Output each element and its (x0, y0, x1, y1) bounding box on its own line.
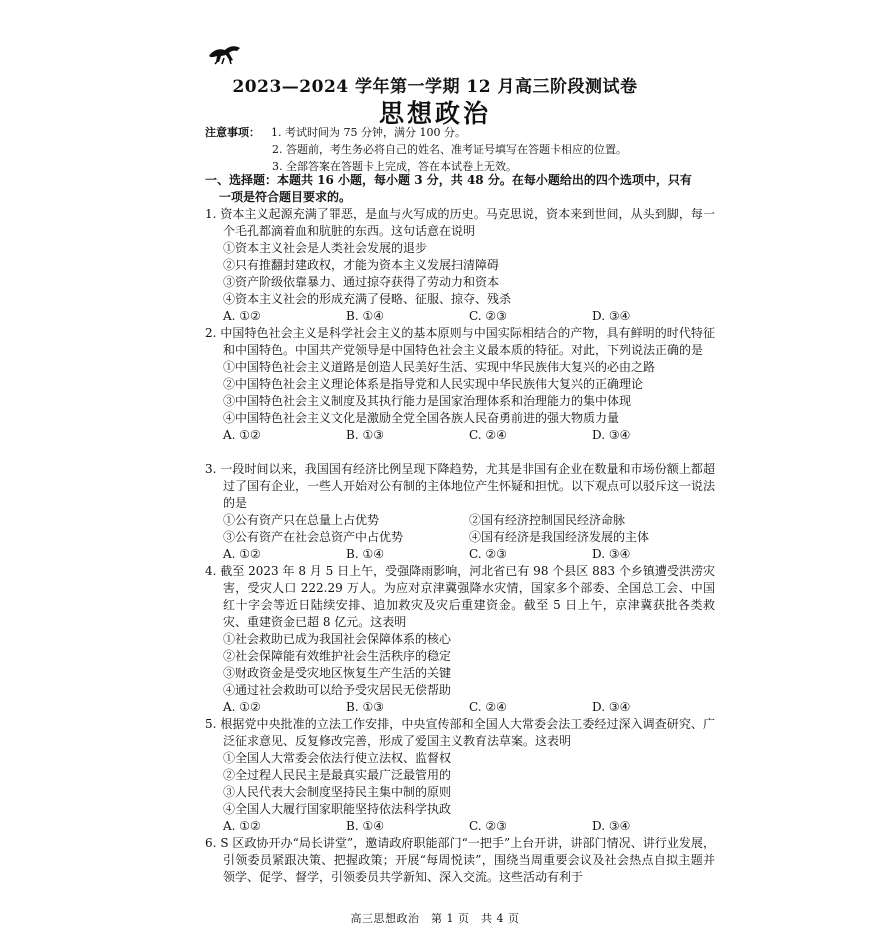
answer-choices (205, 699, 715, 716)
statement-option: ④资本主义社会的形成充满了侵略、征服、掠夺、残杀 (223, 292, 512, 306)
notes-item: 1. 考试时间为 75 分钟，满分 100 分。 (271, 126, 466, 139)
choice-a: A. ①② (223, 428, 261, 442)
exam-notes (205, 124, 627, 175)
statement-row (205, 529, 715, 546)
statement-option: ②国有经济控制国民经济命脉 (469, 513, 626, 527)
choice-b: B. ①④ (346, 547, 384, 561)
exam-title: 2023—2024 学年第一学期 12 月高三阶段测试卷 (232, 77, 638, 97)
question-stem: 3. 一段时间以来，我国国有经济比例呈现下降趋势，尤其是非国有企业在数量和市场份额上都超过了国有企业，一些人开始对公有制的主体地位产生怀疑和担忧。以下观点可以驳斥这一说法的是 (205, 462, 716, 510)
notes-label: 注意事项： (205, 126, 260, 139)
choice-b: B. ①④ (346, 819, 384, 833)
statement-option: ②社会保障能有效维护社会生活秩序的稳定 (223, 649, 452, 663)
statement-option: ②全过程人民民主是最真实最广泛最管用的 (223, 768, 452, 782)
answer-choices (205, 546, 715, 563)
question-stem: 5. 根据党中央批准的立法工作安排，中央宣传部和全国人大常委会法工委经过深入调查研究、广泛征求意见、反复修改完善，形成了爱国主义教育法草案。这表明 (205, 717, 715, 748)
statement-option: ①公有资产只在总量上占优势 (223, 513, 380, 527)
notes-item: 3. 全部答案在答题卡上完成，答在本试卷上无效。 (272, 160, 517, 173)
choice-d: D. ③④ (592, 428, 631, 442)
choice-c: C. ②④ (469, 428, 507, 442)
section-line: 一、选择题：本题共 16 小题，每小题 3 分，共 48 分。在每小题给出的四个选项中，只有 (205, 173, 692, 187)
question-1 (205, 206, 715, 325)
statement-option: ③资产阶级依靠暴力、通过掠夺获得了劳动力和资本 (223, 275, 500, 289)
section-heading (205, 172, 710, 206)
question-4 (205, 563, 715, 716)
choice-a: A. ①② (223, 819, 261, 833)
answer-choices (205, 308, 715, 325)
choice-c: C. ②③ (469, 819, 507, 833)
statement-option: ①资本主义社会是人类社会发展的退步 (223, 241, 428, 255)
question-stem: 1. 资本主义起源充满了罪恶，是血与火写成的历史。马克思说，资本来到世间，从头到脚，每一个毛孔都滴着血和肮脏的东西。这句话意在说明 (205, 207, 715, 238)
statement-option: ②中国特色社会主义理论体系是指导党和人民实现中华民族伟大复兴的正确理论 (223, 377, 644, 391)
question-3 (205, 461, 715, 563)
statement-option: ④国有经济是我国经济发展的主体 (469, 530, 650, 544)
statement-option: ③中国特色社会主义制度及其执行能力是国家治理体系和治理能力的集中体现 (223, 394, 632, 408)
choice-b: B. ①③ (346, 700, 384, 714)
notes-item: 2. 答题前，考生务必将自己的姓名、准考证号填写在答题卡相应的位置。 (272, 143, 627, 156)
publisher-logo (207, 42, 243, 66)
choice-a: A. ①② (223, 700, 261, 714)
statement-option: ④通过社会救助可以给予受灾居民无偿帮助 (223, 683, 452, 697)
subject-title: 思想政治 (378, 99, 491, 128)
choice-c: C. ②③ (469, 547, 507, 561)
statement-row (205, 512, 715, 529)
statement-option: ③人民代表大会制度坚持民主集中制的原则 (223, 785, 452, 799)
choice-d: D. ③④ (592, 700, 631, 714)
choice-b: B. ①④ (346, 309, 384, 323)
choice-d: D. ③④ (592, 547, 631, 561)
choice-c: C. ②④ (469, 700, 507, 714)
choice-d: D. ③④ (592, 309, 631, 323)
question-stem: 6. S 区政协开办“局长讲堂”，邀请政府职能部门“一把手”上台开讲，讲部门情况、讲行业发展，引领委员紧跟决策、把握政策；开展“每周悦读”，围绕当周重要会议及社会热点自拟主题并领学、促学、督学，引领委员共学新知、深入交流。这些活动有利于 (205, 836, 715, 884)
choice-c: C. ②③ (469, 309, 507, 323)
statement-option: ①社会救助已成为我国社会保障体系的核心 (223, 632, 452, 646)
section-line: 一项是符合题目要求的。 (219, 190, 352, 204)
statement-option: ④中国特色社会主义文化是激励全党全国各族人民奋勇前进的强大物质力量 (223, 411, 620, 425)
question-stem: 4. 截至 2023 年 8 月 5 日上午，受强降雨影响，河北省已有 98 个县区 883 个乡镇遭受洪涝灾害，受灾人口 222.29 万人。为应对京津冀强降水灾情，国家多个部委、全国总工会、中国红十字会等近日陆续安排、追加救灾及灾后重建资金。截至 5 日上午，京津冀获批各类救灾、重建资金已超 8 亿元。这表明 (205, 564, 715, 629)
choice-a: A. ①② (223, 547, 261, 561)
question-2 (205, 325, 715, 444)
question-6 (205, 835, 715, 886)
choice-d: D. ③④ (592, 819, 631, 833)
question-stem: 2. 中国特色社会主义是科学社会主义的基本原则与中国实际相结合的产物，具有鲜明的时代特征和中国特色。中国共产党领导是中国特色社会主义最本质的特征。对此，下列说法正确的是 (205, 326, 715, 357)
question-5 (205, 716, 715, 835)
statement-option: ①全国人大常委会依法行使立法权、监督权 (223, 751, 452, 765)
answer-choices (205, 427, 715, 444)
page-footer: 高三思想政治 第 1 页 共 4 页 (350, 912, 520, 925)
choice-b: B. ①③ (346, 428, 384, 442)
choice-a: A. ①② (223, 309, 261, 323)
statement-option: ③财政资金是受灾地区恢复生产生活的关键 (223, 666, 452, 680)
statement-option: ①中国特色社会主义道路是创造人民美好生活、实现中华民族伟大复兴的必由之路 (223, 360, 656, 374)
statement-option: ②只有推翻封建政权，才能为资本主义发展扫清障碍 (223, 258, 500, 272)
statement-option: ④全国人大履行国家职能坚持依法科学执政 (223, 802, 452, 816)
statement-option: ③公有资产在社会总资产中占优势 (223, 530, 404, 544)
answer-choices (205, 818, 715, 835)
